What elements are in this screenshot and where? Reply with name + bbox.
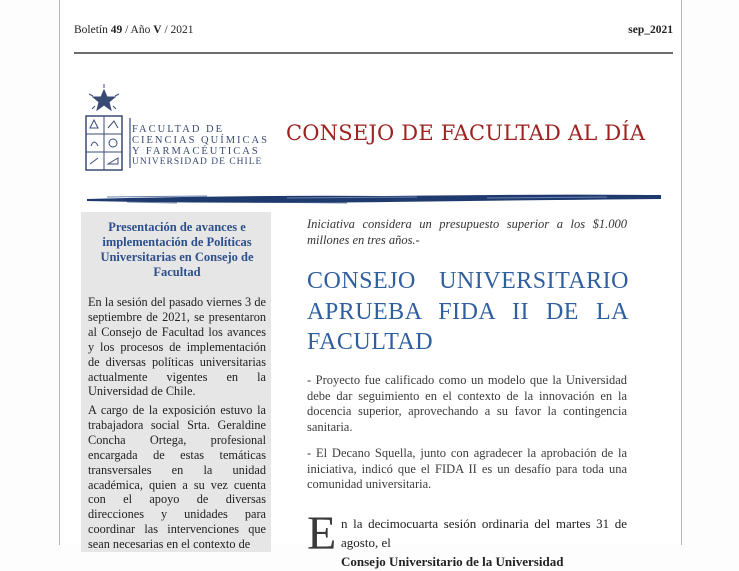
newsletter-page	[59, 0, 682, 569]
article-bullet-2: - El Decano Squella, junto con agradecer la aprobación de la iniciativa, indicó que el FIDA II es un desafío para toda una comunidad universitaria.	[307, 446, 627, 491]
sidebar-paragraph-2: A cargo de la exposición estuvo la trabajadora social Srta. Geraldine Concha Ortega, profesional encargada de estas temáticas transversales en la unidad académica, quien a su vez cuenta con el apoyo de diversas direcciones y unidades para coordinar las intervenciones que sean necesarias en el contexto de	[88, 403, 266, 552]
brush-stroke-divider	[87, 186, 661, 208]
masthead-title: CONSEJO DE FACULTAD AL DÍA	[286, 121, 646, 145]
bulletin-info: Boletín 49 / Año V / 2021	[74, 24, 194, 36]
article-body: n la decimocuarta sesión ordinaria del martes 31 de agosto, el Consejo Universitario de la Universidad	[341, 516, 627, 569]
faculty-name: FACULTAD DE CIENCIAS QUÍMICAS Y FARMACÉUTICAS UNIVERSIDAD DE CHILE	[132, 124, 269, 167]
bulletin-date: sep_2021	[628, 24, 673, 36]
article-bullet-1: - Proyecto fue calificado como un modelo que la Universidad debe dar seguimiento en el contexto de la innovación en la docencia superior, aprovechando a su favor la contingencia sanitaria.	[307, 373, 627, 434]
article-intro: Iniciativa considera un presupuesto superior a los $1.000 millones en tres años.-	[307, 217, 627, 247]
sidebar-title: Presentación de avances e implementación de Políticas Universitarias en Consejo de Facultad	[100, 220, 254, 279]
sidebar-paragraph-1: En la sesión del pasado viernes 3 de septiembre de 2021, se presentaron al Consejo de Facultad los avances y los procesos de implementación de diversas políticas universitarias actualmente vigentes en la Universidad de Chile.	[88, 295, 266, 399]
header-bar	[74, 21, 673, 54]
sidebar-box	[81, 212, 271, 552]
article-headline: CONSEJO UNIVERSITARIO APRUEBA FIDA II DE LA FACULTAD	[307, 268, 629, 355]
drop-cap: E	[307, 507, 337, 560]
